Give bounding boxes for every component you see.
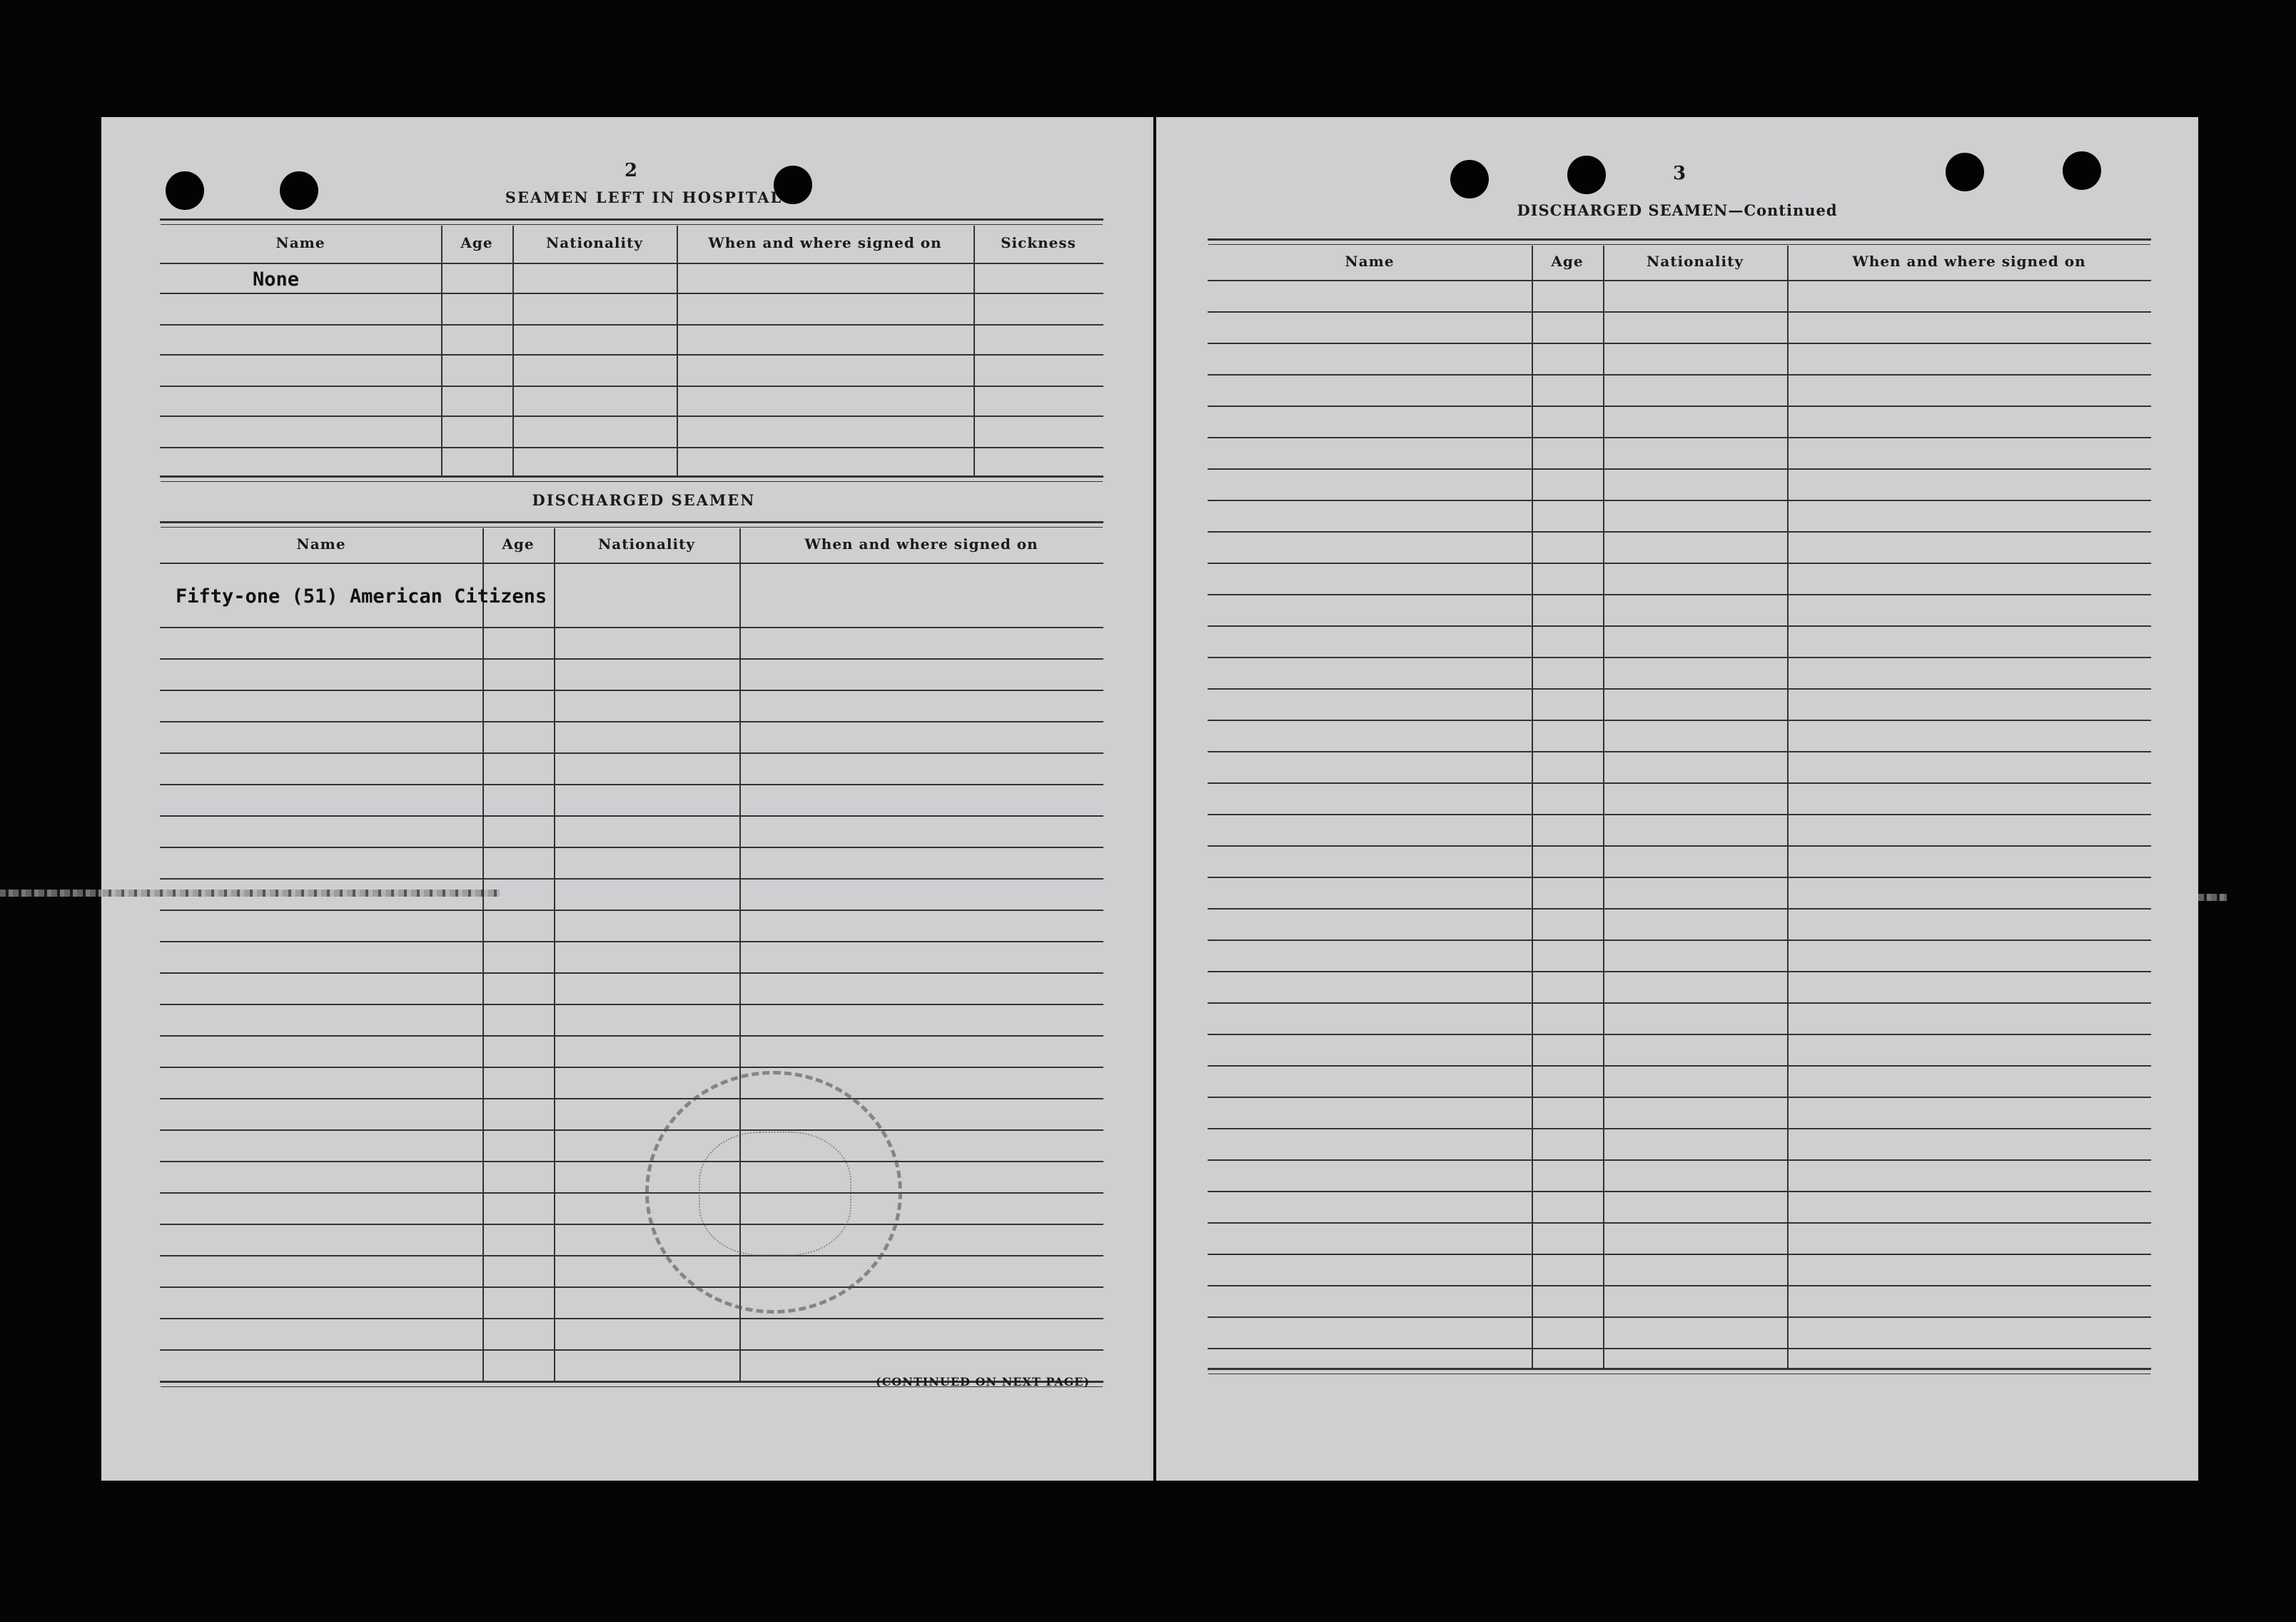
hospital-section-title: SEAMEN LEFT IN HOSPITAL [505, 188, 783, 206]
col-header-name: Name [275, 234, 325, 251]
paper-tear-mark [2198, 894, 2227, 901]
discharged-section-title: DISCHARGED SEAMEN [532, 491, 756, 509]
col-header-name: Name [296, 535, 346, 553]
punch-hole [1567, 156, 1606, 194]
col-header-name: Name [1345, 253, 1395, 270]
col-header-age: Age [460, 234, 493, 251]
right-page [1156, 117, 2198, 1481]
punch-hole [1946, 153, 1984, 191]
discharged-entry: Fifty-one (51) American Citizens [176, 585, 547, 608]
col-header-signed-on: When and where signed on [804, 535, 1038, 553]
paper-tear-mark [0, 890, 500, 897]
col-header-nationality: Nationality [598, 535, 695, 553]
col-header-sickness: Sickness [1001, 234, 1076, 251]
page-number: 3 [1673, 163, 1686, 184]
official-stamp [645, 1071, 902, 1314]
punch-hole [280, 171, 318, 210]
col-header-signed-on: When and where signed on [1852, 253, 2086, 270]
discharged-continued-title: DISCHARGED SEAMEN—Continued [1517, 201, 1838, 219]
discharged-table [160, 521, 1103, 1421]
continued-footer: (CONTINUED ON NEXT PAGE) [876, 1375, 1091, 1389]
page-number: 2 [624, 160, 638, 181]
punch-hole [1450, 160, 1489, 198]
col-header-signed-on: When and where signed on [708, 234, 942, 251]
discharged-continued-table [1208, 238, 2151, 1495]
col-header-age: Age [1551, 253, 1584, 270]
col-header-nationality: Nationality [1647, 253, 1744, 270]
left-page [101, 117, 1153, 1481]
punch-hole [2063, 151, 2101, 190]
hospital-entry: None [253, 268, 300, 291]
punch-hole [166, 171, 204, 210]
col-header-nationality: Nationality [546, 234, 643, 251]
hospital-table [160, 218, 1103, 484]
col-header-age: Age [502, 535, 535, 553]
